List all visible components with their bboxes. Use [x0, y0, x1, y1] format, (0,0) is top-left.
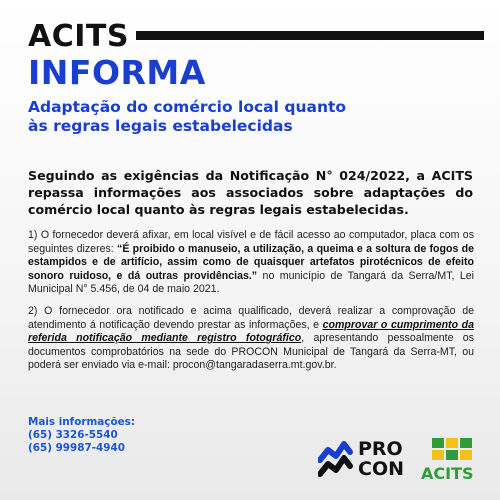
contact-heading: Mais informações:: [28, 416, 135, 428]
title-rule: [136, 31, 484, 40]
procon-line-1: PRO: [358, 438, 403, 460]
item-1-quote: “É proibido o manuseio, a utilização, a queima e a soltura de fogos de estampidos e de artifício, assim como de quaisquer artefatos pirotécnicos de efeito sonoro ruidoso, e dá outras providências.”: [28, 242, 474, 282]
contact-phone-1: (65) 3326-5540: [28, 429, 118, 441]
lead-paragraph: Seguindo as exigências da Notificação N° 024/2022, a ACITS repassa informações aos associados sobre adaptações do comércio local quanto às regras legais estabelecidas.: [28, 168, 473, 217]
item-1-intro: 1) O fornecedor deverá afixar, em local visível e de fácil acesso ao computador, placa com os seguintes dizeres:: [28, 229, 474, 255]
procon-line-2: CON: [358, 458, 404, 480]
item-1-paragraph: [28, 229, 474, 297]
acits-wordmark: ACITS: [421, 464, 474, 483]
item-2-intro: 2) O fornecedor ora notificado e acima qualificado, deverá realizar a comprovação de atendimento á notificação devendo prestar as informações, e: [28, 305, 474, 331]
item-1-outro: no município de Tangará da Serra/MT, Lei Municipal N° 5.456, de 04 de maio 2021.: [28, 269, 475, 296]
subtitle-line-2: às regras legais estabelecidas: [28, 117, 293, 135]
subtitle: [28, 98, 408, 136]
headline: INFORMA: [28, 53, 206, 92]
item-2-paragraph: [28, 305, 474, 373]
item-2-emphasis: comprovar o cumprimento da referida notificação mediante registro fotográfico: [28, 318, 474, 345]
org-title: ACITS: [28, 19, 129, 54]
item-2-outro: , apresentando pessoalmente os documentos comprobatórios na sede do PROCON Municipal de Tangará da Serra-MT, ou poderá ser enviado via e-mail: procon@tangaradaserra.mt.gov.br.: [28, 332, 474, 372]
contact-block: [28, 416, 135, 455]
subtitle-line-1: Adaptação do comércio local quanto: [28, 98, 347, 116]
contact-phone-2: (65) 99987-4940: [28, 442, 125, 454]
procon-wordmark: [358, 439, 404, 479]
